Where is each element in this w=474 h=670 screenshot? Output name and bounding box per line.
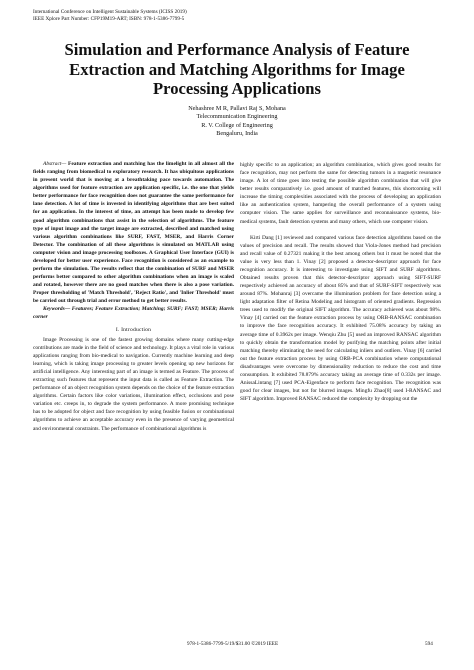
abstract-label: Abstract—	[43, 161, 67, 167]
keywords-label: Keywords—	[43, 306, 71, 313]
paragraph-gap	[240, 226, 441, 234]
abstract	[33, 160, 234, 305]
page-number: 594	[425, 641, 433, 647]
section-heading-introduction: I. Introduction	[115, 326, 152, 333]
conference-name: International Conference on Intelligent Sustainable Systems (ICISS 2019)	[33, 9, 187, 15]
title-line-3: Processing Applications	[153, 79, 321, 99]
right-paragraph-2: Kirti Dang [1] reviewed and compared various face detection algorithms based on the values of precision and recall. The results showed that Viola-Jones method had precision and recall value of 0.27321 making it the best among others but it must be noted that the value is very less than 1. Vinay [2] proposed a detector-descriptor approach for face recognition accuracy. It is interesting to investigate using SIFT and SURF algorithms. Obtained results proven that this detector-descriptor approach using SIFT-SURF respectively achieved an accuracy of about 85% and that of SURF-SIFT respectively was around 87%. Mohanraj [3] overcame the illumination problem for face detection using a light adaptation filter of Retina Modeling and histogram of oriented gradients. Regression trees used to modify the original SIFT algorithm. The accuracy achieved was about 98%. Vinay [4] carried out the feature extraction process by using ORB-RANSAC combination to improve the face recognition accuracy. It exhibited 75.08% accuracy by taking an average time of 0.3962s per image. Wenqiu Zhu [5] used an improved RANSAC algorithm to quickly obtain the transformation model by purifying the matching points after initial matching thereby eliminating the need for calculating inliers and outliers. Vinay [6] carried out the feature extraction process by using ORB-PCA combination where computational disadvantages were overcome by dimensionality reduction to reduce the cost and time consumption. It exhibited 78.879% accuracy taking an average time of 0.332s per image. AnissaLintang [7] used PCA-Eigenface to perform face recognition. The recognition was good for clear images, but not for blurred images. Mingfu Zhao[8] used I-RANSAC and SIFT algorithm. Improved RANSAC reduced the complexity by dropping out the	[240, 234, 441, 403]
keywords-text: Features; Feature Extraction; Matching; SURF; FAST; MSER; Harris corner	[33, 306, 234, 321]
right-column	[240, 161, 441, 403]
abstract-text: Feature extraction and matching has the limelight in all almost all the fields ranging from biomedical to exploratory research. It has ubiquitous applications in present world that is moving at a breathtaking pace towards automation. The algorithms used for feature extraction are application specific, i.e. the one that yields better performance for face recognition does not guarantee the same performance for lane detection. A lot of time is invested in identifying algorithms that are best suited for an application. In the interest of time, an attempt has been made to develop few good algorithm combinations that assist in the selection of algorithms. The feature type of input image and the target image are extracted, described and matched using various algorithm combinations like SURF, FAST, MSER, and Harris Corner Detector. The combination of all these algorithms is simulated on MATLAB using computer vision and image processing toolboxes. A Graphical User Interface (GUI) is developed for better user experience. Face recognition is considered as an example to perform the simulation. The results reflect that the combination of SURF and MSER performs better compared to other algorithm combinations when an image is scaled and rotated, however there are no good matches when there is also a pose variation. Proper thresholding of 'Match Threshold', 'Reject Ratio', and 'Inlier Threshold' must be carried out through trial and error method to get better results.	[33, 161, 234, 305]
title-line-1: Simulation and Performance Analysis of Feature	[64, 40, 410, 59]
author-block	[20, 105, 454, 139]
paper-title	[20, 40, 454, 99]
introduction-paragraph: Image Processing is one of the fastest growing domains where many cutting-edge contributions are made in the field of science and technology. It plays a vital role in various applications ranging from bio-medical to navigation. Currently machine learning and deep learning, which is taking image processing to greater levels opening up new horizons for artificial intelligence. Any interesting part of an image is termed as Feature. The process of extracting such features that represent the input data is called as Feature Extraction. The performance of an object recognition system depends on the choice of the feature extraction algorithms. Certain factors like color variations, illumination effect, occlusions and pose variation etc. creeps in, to degrade the system performance. A more promising technique has to be adopted for object and face recognition by using feasible fusion or combinational algorithms to achieve an acceptable accuracy even in the presence of varying geometrical and environmental constraints. The performance of combinational algorithms is	[33, 336, 234, 432]
conference-header	[33, 9, 187, 22]
author-city: Bengaluru, India	[216, 130, 258, 138]
author-names: Nehashree M R, Pallavi Raj S, Mohana	[188, 105, 286, 112]
right-paragraph-1: highly specific to an application; an algorithm combination, which gives good results for face recognition, may not perform the same for detecting tumors in a magnetic resonance image. A lot of time goes into testing the possible algorithm combination that will give better results comparatively i.e. good amount of matched features, this shortcoming will increase the timing complexities associated with the process of developing an application like an authentication system, hampering the overall performance of a system using computer vision. The same applies for surveillance and reconnaissance systems, bio-medical systems, fault detection systems and many others, which use computer vision.	[240, 162, 441, 225]
keywords	[33, 305, 234, 321]
left-column	[33, 160, 234, 433]
footer-isbn: 978-1-5386-7799-5/19/$31.00 ©2019 IEEE	[187, 641, 279, 647]
xplore-part-number: IEEE Xplore Part Number: CFP19M19-ART; ISBN: 978-1-5386-7799-5	[33, 15, 185, 22]
title-line-2: Extraction and Matching Algorithms for Image	[69, 59, 405, 79]
author-college: R. V. College of Engineering	[201, 121, 273, 129]
author-department: Telecommunication Engineering	[196, 113, 278, 121]
